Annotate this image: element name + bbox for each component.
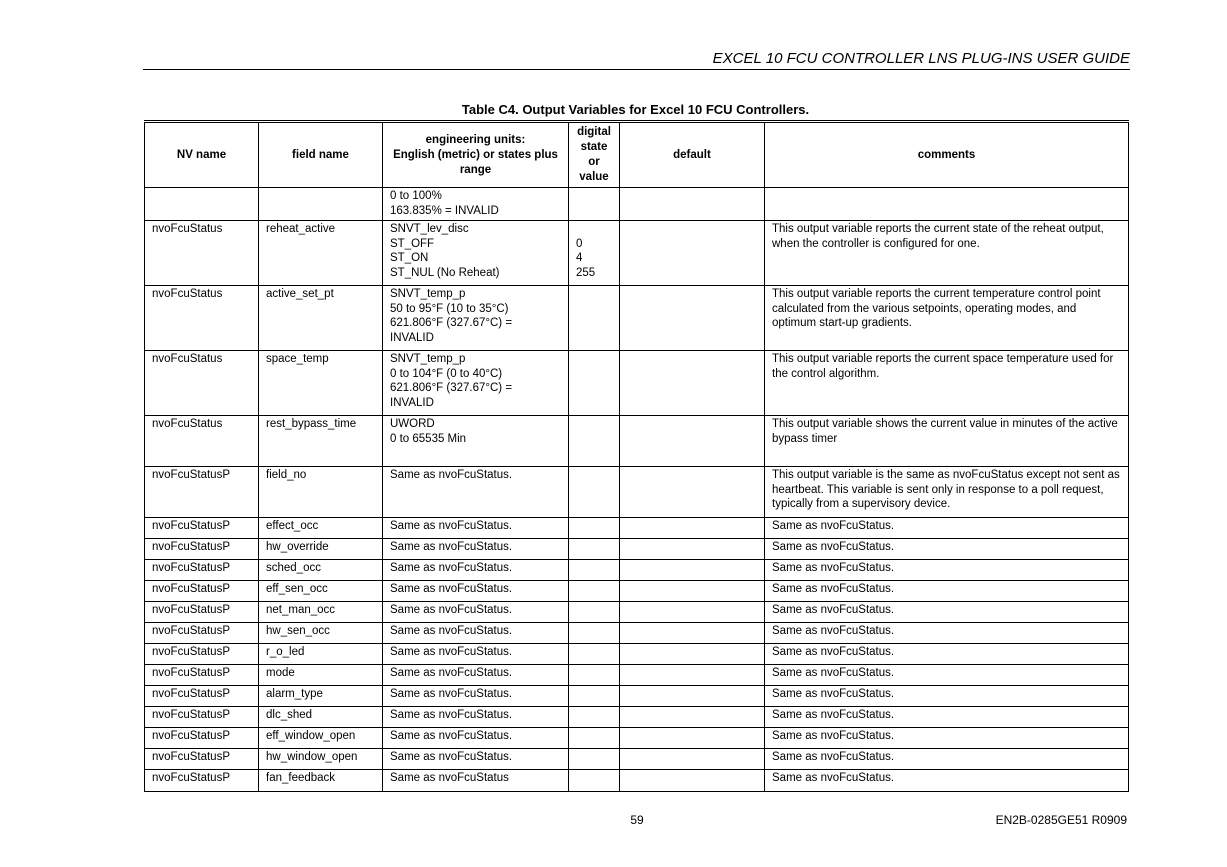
comments-cell: This output variable shows the current value in minutes of the active bypass timer — [765, 416, 1129, 467]
table-header-row — [145, 122, 1129, 188]
comments-cell: Same as nvoFcuStatus. — [765, 539, 1129, 560]
comments-cell: This output variable is the same as nvoFcuStatus except not sent as heartbeat. This variable is sent only in response to a poll request, typically from a supervisory device. — [765, 467, 1129, 518]
document-id: EN2B-0285GE51 R0909 — [995, 813, 1127, 827]
default-cell — [620, 770, 765, 792]
table-row — [145, 749, 1129, 770]
default-cell — [620, 539, 765, 560]
nv-name-cell: nvoFcuStatusP — [145, 770, 259, 792]
header-nv-name: NV name — [145, 122, 259, 188]
table-row — [145, 467, 1129, 518]
default-cell — [620, 644, 765, 665]
nv-name-cell: nvoFcuStatusP — [145, 623, 259, 644]
default-cell — [620, 221, 765, 286]
nv-name-cell: nvoFcuStatusP — [145, 707, 259, 728]
digital-state-cell — [569, 728, 620, 749]
table-row — [145, 518, 1129, 539]
field-name-cell: reheat_active — [259, 221, 383, 286]
engineering-units-cell: SNVT_temp_p 0 to 104°F (0 to 40°C) 621.806°F (327.67°C) = INVALID — [383, 351, 569, 416]
table-row — [145, 416, 1129, 467]
field-name-cell: active_set_pt — [259, 286, 383, 351]
engineering-units-cell: Same as nvoFcuStatus. — [383, 749, 569, 770]
digital-state-cell — [569, 560, 620, 581]
field-name-cell: dlc_shed — [259, 707, 383, 728]
table-row — [145, 188, 1129, 221]
comments-cell: Same as nvoFcuStatus. — [765, 644, 1129, 665]
nv-name-cell: nvoFcuStatusP — [145, 686, 259, 707]
header-default: default — [620, 122, 765, 188]
comments-cell: Same as nvoFcuStatus. — [765, 686, 1129, 707]
digital-state-cell — [569, 581, 620, 602]
digital-state-cell — [569, 518, 620, 539]
table-row — [145, 581, 1129, 602]
table-body — [145, 188, 1129, 792]
digital-state-cell — [569, 539, 620, 560]
comments-cell: This output variable reports the current state of the reheat output, when the controller is configured for one. — [765, 221, 1129, 286]
table-row — [145, 221, 1129, 286]
default-cell — [620, 749, 765, 770]
field-name-cell: r_o_led — [259, 644, 383, 665]
field-name-cell — [259, 188, 383, 221]
comments-cell: Same as nvoFcuStatus. — [765, 518, 1129, 539]
field-name-cell: sched_occ — [259, 560, 383, 581]
digital-state-cell — [569, 188, 620, 221]
field-name-cell: hw_override — [259, 539, 383, 560]
comments-cell — [765, 188, 1129, 221]
digital-state-cell — [569, 749, 620, 770]
header-comments: comments — [765, 122, 1129, 188]
engineering-units-cell: 0 to 100% 163.835% = INVALID — [383, 188, 569, 221]
digital-state-cell — [569, 623, 620, 644]
engineering-units-cell: Same as nvoFcuStatus. — [383, 707, 569, 728]
default-cell — [620, 707, 765, 728]
table-row — [145, 539, 1129, 560]
engineering-units-cell: Same as nvoFcuStatus. — [383, 539, 569, 560]
engineering-units-cell: SNVT_temp_p 50 to 95°F (10 to 35°C) 621.806°F (327.67°C) = INVALID — [383, 286, 569, 351]
default-cell — [620, 665, 765, 686]
default-cell — [620, 623, 765, 644]
comments-cell: Same as nvoFcuStatus. — [765, 560, 1129, 581]
table-row — [145, 623, 1129, 644]
default-cell — [620, 686, 765, 707]
table-row — [145, 644, 1129, 665]
default-cell — [620, 560, 765, 581]
digital-state-cell — [569, 644, 620, 665]
nv-name-cell: nvoFcuStatusP — [145, 539, 259, 560]
default-cell — [620, 581, 765, 602]
engineering-units-cell: Same as nvoFcuStatus. — [383, 581, 569, 602]
comments-cell: Same as nvoFcuStatus. — [765, 602, 1129, 623]
digital-state-cell: 0 4 255 — [569, 221, 620, 286]
field-name-cell: fan_feedback — [259, 770, 383, 792]
nv-name-cell: nvoFcuStatusP — [145, 560, 259, 581]
nv-name-cell: nvoFcuStatusP — [145, 749, 259, 770]
header-engineering-units: engineering units: English (metric) or states plus range — [383, 122, 569, 188]
comments-cell: Same as nvoFcuStatus. — [765, 623, 1129, 644]
digital-state-cell — [569, 707, 620, 728]
header-field-name: field name — [259, 122, 383, 188]
nv-name-cell: nvoFcuStatusP — [145, 467, 259, 518]
field-name-cell: mode — [259, 665, 383, 686]
engineering-units-cell: SNVT_lev_disc ST_OFF ST_ON ST_NUL (No Reheat) — [383, 221, 569, 286]
comments-cell: Same as nvoFcuStatus. — [765, 770, 1129, 792]
table-row — [145, 686, 1129, 707]
engineering-units-cell: Same as nvoFcuStatus. — [383, 665, 569, 686]
nv-name-cell — [145, 188, 259, 221]
default-cell — [620, 728, 765, 749]
field-name-cell: eff_window_open — [259, 728, 383, 749]
header-digital-state: digital state or value — [569, 122, 620, 188]
table-row — [145, 728, 1129, 749]
engineering-units-cell: Same as nvoFcuStatus. — [383, 560, 569, 581]
table-title: Table C4. Output Variables for Excel 10 FCU Controllers. — [461, 102, 810, 117]
default-cell — [620, 286, 765, 351]
comments-cell: Same as nvoFcuStatus. — [765, 728, 1129, 749]
table-row — [145, 707, 1129, 728]
engineering-units-cell: Same as nvoFcuStatus. — [383, 686, 569, 707]
field-name-cell: space_temp — [259, 351, 383, 416]
nv-name-cell: nvoFcuStatusP — [145, 602, 259, 623]
engineering-units-cell: Same as nvoFcuStatus. — [383, 623, 569, 644]
comments-cell: This output variable reports the current temperature control point calculated from the various setpoints, operating modes, and optimum start-up gradients. — [765, 286, 1129, 351]
digital-state-cell — [569, 286, 620, 351]
default-cell — [620, 188, 765, 221]
table-row — [145, 560, 1129, 581]
engineering-units-cell: Same as nvoFcuStatus — [383, 770, 569, 792]
nv-name-cell: nvoFcuStatusP — [145, 518, 259, 539]
comments-cell: This output variable reports the current space temperature used for the control algorithm. — [765, 351, 1129, 416]
running-header-title: EXCEL 10 FCU CONTROLLER LNS PLUG-INS USER GUIDE — [712, 50, 1130, 67]
digital-state-cell — [569, 351, 620, 416]
engineering-units-cell: Same as nvoFcuStatus. — [383, 467, 569, 518]
field-name-cell: rest_bypass_time — [259, 416, 383, 467]
nv-name-cell: nvoFcuStatusP — [145, 665, 259, 686]
digital-state-cell — [569, 467, 620, 518]
field-name-cell: hw_window_open — [259, 749, 383, 770]
comments-cell: Same as nvoFcuStatus. — [765, 581, 1129, 602]
table-row — [145, 351, 1129, 416]
default-cell — [620, 351, 765, 416]
field-name-cell: field_no — [259, 467, 383, 518]
nv-name-cell: nvoFcuStatusP — [145, 728, 259, 749]
comments-cell: Same as nvoFcuStatus. — [765, 707, 1129, 728]
nv-name-cell: nvoFcuStatus — [145, 351, 259, 416]
engineering-units-cell: Same as nvoFcuStatus. — [383, 728, 569, 749]
engineering-units-cell: Same as nvoFcuStatus. — [383, 602, 569, 623]
engineering-units-cell: Same as nvoFcuStatus. — [383, 518, 569, 539]
default-cell — [620, 602, 765, 623]
output-variables-table — [144, 120, 1129, 792]
nv-name-cell: nvoFcuStatus — [145, 286, 259, 351]
field-name-cell: alarm_type — [259, 686, 383, 707]
digital-state-cell — [569, 602, 620, 623]
field-name-cell: eff_sen_occ — [259, 581, 383, 602]
page-number: 59 — [630, 813, 644, 827]
engineering-units-cell: UWORD 0 to 65535 Min — [383, 416, 569, 467]
default-cell — [620, 416, 765, 467]
nv-name-cell: nvoFcuStatus — [145, 416, 259, 467]
nv-name-cell: nvoFcuStatusP — [145, 644, 259, 665]
table-row — [145, 770, 1129, 792]
default-cell — [620, 518, 765, 539]
comments-cell: Same as nvoFcuStatus. — [765, 665, 1129, 686]
digital-state-cell — [569, 770, 620, 792]
engineering-units-cell: Same as nvoFcuStatus. — [383, 644, 569, 665]
field-name-cell: net_man_occ — [259, 602, 383, 623]
table-row — [145, 286, 1129, 351]
header-rule — [143, 69, 1130, 70]
digital-state-cell — [569, 665, 620, 686]
digital-state-cell — [569, 416, 620, 467]
field-name-cell: hw_sen_occ — [259, 623, 383, 644]
table-row — [145, 602, 1129, 623]
field-name-cell: effect_occ — [259, 518, 383, 539]
nv-name-cell: nvoFcuStatus — [145, 221, 259, 286]
comments-cell: Same as nvoFcuStatus. — [765, 749, 1129, 770]
default-cell — [620, 467, 765, 518]
table-row — [145, 665, 1129, 686]
digital-state-cell — [569, 686, 620, 707]
nv-name-cell: nvoFcuStatusP — [145, 581, 259, 602]
